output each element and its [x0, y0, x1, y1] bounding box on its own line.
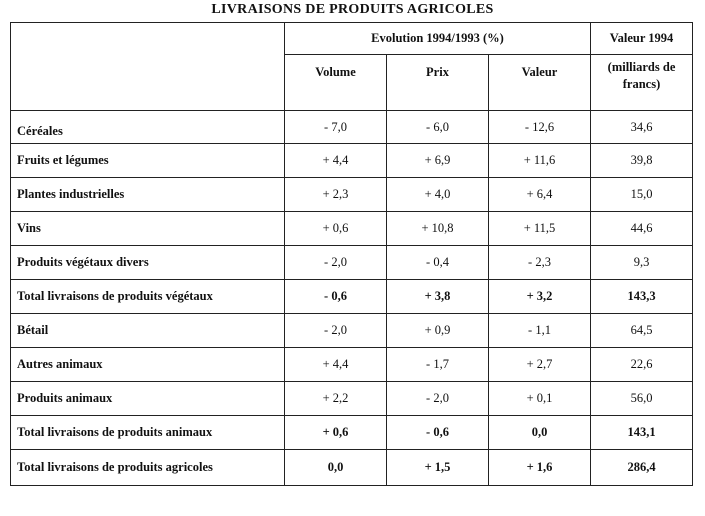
- cell-valeur: - 2,3: [489, 246, 591, 280]
- cell-valeur: + 2,7: [489, 348, 591, 382]
- table-row: [11, 212, 693, 246]
- row-label: Total livraisons de produits animaux: [11, 416, 285, 450]
- header-valeur: Valeur: [489, 55, 591, 111]
- cell-volume: - 7,0: [285, 111, 387, 144]
- cell-volume: + 0,6: [285, 212, 387, 246]
- cell-volume: + 2,3: [285, 178, 387, 212]
- row-label: Autres animaux: [11, 348, 285, 382]
- cell-valeur-1994: 44,6: [591, 212, 693, 246]
- cell-valeur-1994: 34,6: [591, 111, 693, 144]
- cell-valeur: - 1,1: [489, 314, 591, 348]
- row-label: Fruits et légumes: [11, 144, 285, 178]
- cell-prix: + 0,9: [387, 314, 489, 348]
- cell-volume: + 4,4: [285, 348, 387, 382]
- cell-volume: + 0,6: [285, 416, 387, 450]
- header-prix: Prix: [387, 55, 489, 111]
- header-evolution: Evolution 1994/1993 (%): [285, 23, 591, 55]
- row-label: Céréales: [11, 111, 285, 144]
- row-label: Plantes industrielles: [11, 178, 285, 212]
- cell-prix: - 0,6: [387, 416, 489, 450]
- table-row: [11, 382, 693, 416]
- cell-valeur-1994: 56,0: [591, 382, 693, 416]
- table-row: [11, 144, 693, 178]
- row-label: Total livraisons de produits agricoles: [11, 450, 285, 486]
- cell-valeur-1994: 22,6: [591, 348, 693, 382]
- cell-valeur-1994: 15,0: [591, 178, 693, 212]
- total-row-agricole: [11, 450, 693, 486]
- row-label: Total livraisons de produits végétaux: [11, 280, 285, 314]
- cell-prix: - 2,0: [387, 382, 489, 416]
- cell-prix: - 1,7: [387, 348, 489, 382]
- cell-valeur-1994: 143,1: [591, 416, 693, 450]
- table-row: [11, 178, 693, 212]
- cell-valeur-1994: 9,3: [591, 246, 693, 280]
- cell-volume: - 0,6: [285, 280, 387, 314]
- cell-valeur: + 11,5: [489, 212, 591, 246]
- cell-valeur: 0,0: [489, 416, 591, 450]
- cell-valeur: + 11,6: [489, 144, 591, 178]
- cell-prix: + 10,8: [387, 212, 489, 246]
- row-label: Produits végétaux divers: [11, 246, 285, 280]
- table-row: [11, 348, 693, 382]
- cell-prix: - 0,4: [387, 246, 489, 280]
- cell-valeur-1994: 39,8: [591, 144, 693, 178]
- header-valeur-1994: Valeur 1994: [591, 23, 693, 55]
- agricultural-deliveries-table: [10, 22, 693, 486]
- header-valeur-unit: (milliards de francs): [591, 55, 693, 111]
- table-row: [11, 111, 693, 144]
- table-title: LIVRAISONS DE PRODUITS AGRICOLES: [211, 2, 494, 17]
- cell-valeur: + 6,4: [489, 178, 591, 212]
- row-label: Produits animaux: [11, 382, 285, 416]
- cell-valeur-1994: 143,3: [591, 280, 693, 314]
- total-row-vegetal: [11, 280, 693, 314]
- cell-volume: 0,0: [285, 450, 387, 486]
- header-empty-cell: [11, 23, 285, 111]
- total-row-animal: [11, 416, 693, 450]
- cell-prix: + 4,0: [387, 178, 489, 212]
- cell-valeur: + 3,2: [489, 280, 591, 314]
- cell-volume: + 2,2: [285, 382, 387, 416]
- cell-volume: - 2,0: [285, 314, 387, 348]
- cell-volume: + 4,4: [285, 144, 387, 178]
- cell-volume: - 2,0: [285, 246, 387, 280]
- row-label: Vins: [11, 212, 285, 246]
- header-volume: Volume: [285, 55, 387, 111]
- cell-valeur-1994: 64,5: [591, 314, 693, 348]
- cell-valeur: + 1,6: [489, 450, 591, 486]
- cell-valeur: + 0,1: [489, 382, 591, 416]
- table-row: [11, 314, 693, 348]
- cell-prix: + 6,9: [387, 144, 489, 178]
- cell-valeur-1994: 286,4: [591, 450, 693, 486]
- cell-valeur: - 12,6: [489, 111, 591, 144]
- cell-prix: + 3,8: [387, 280, 489, 314]
- row-label: Bétail: [11, 314, 285, 348]
- cell-prix: - 6,0: [387, 111, 489, 144]
- cell-prix: + 1,5: [387, 450, 489, 486]
- table-row: [11, 246, 693, 280]
